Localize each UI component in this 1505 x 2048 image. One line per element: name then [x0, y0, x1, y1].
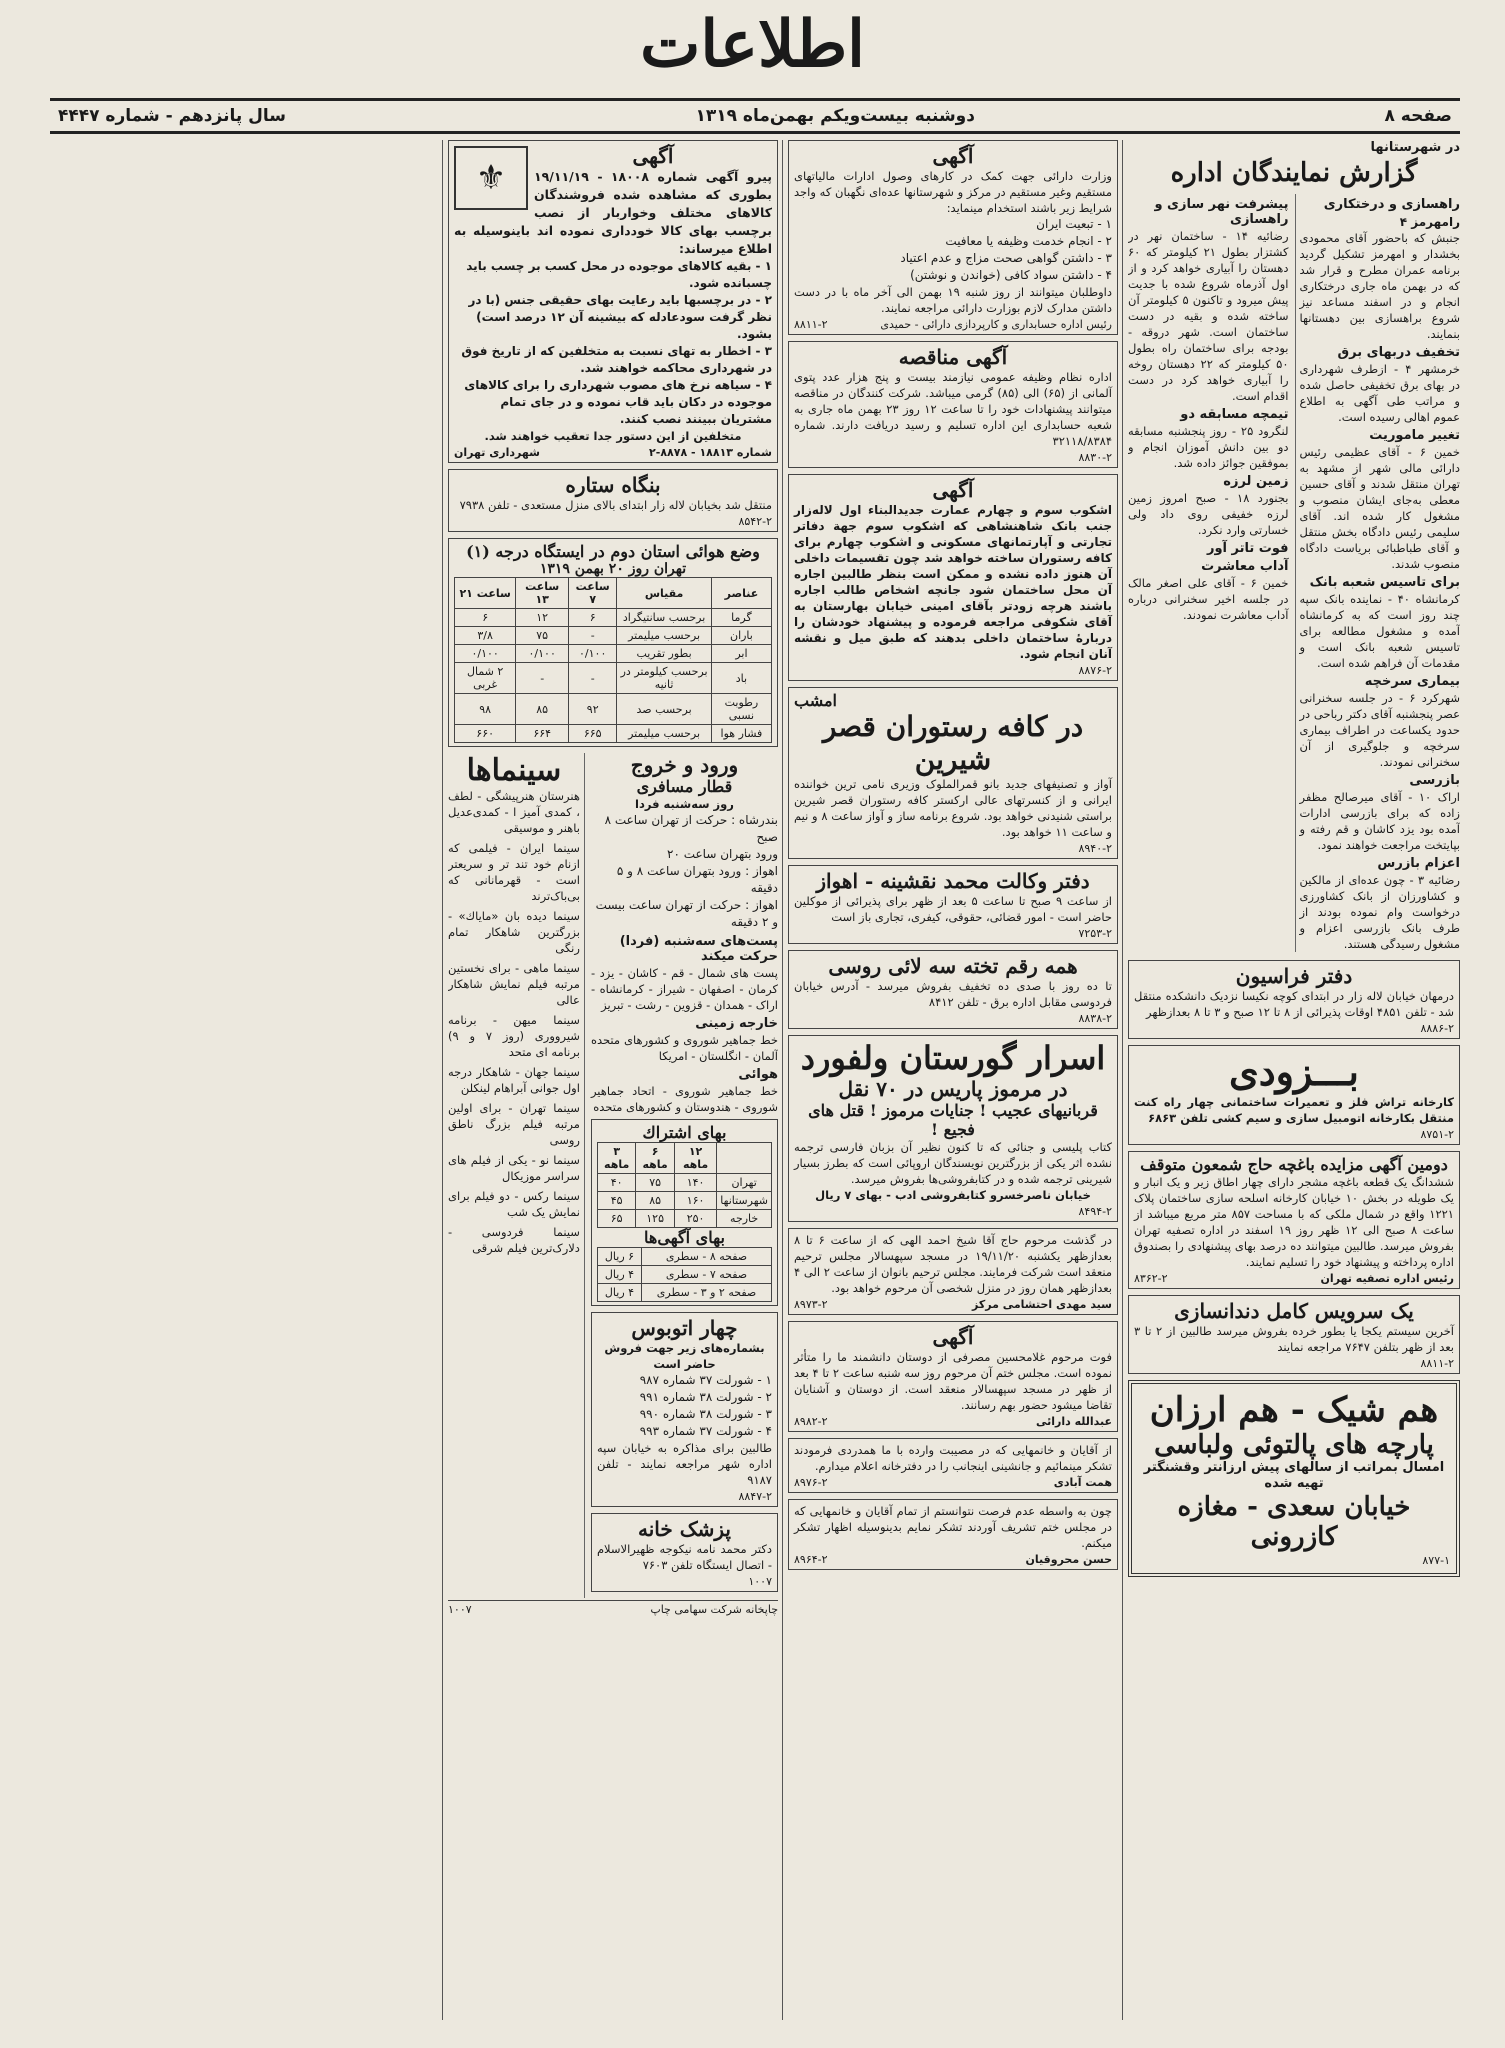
table-row: شهرستانها ۱۶۰ ۸۵ ۴۵	[597, 1192, 771, 1210]
masthead	[0, 0, 1505, 90]
ad-ref: ۸۹۸۲-۲	[794, 1415, 828, 1428]
news-body: خمین ۶ - آقای عظیمی رئیس دارائی مالی شهر از مشهد به تهران منتقل شدند و آقای حسین معطی به‌جای ایشان منصوب و مشغول کار شده اند. آقای سلیمی رئیس دادگاه بخش منتقل و آقای طباطبائی بریاست دادگاه منصوب شدند.	[1299, 445, 1460, 571]
ad-ref: ۱۰۰۷	[748, 1575, 772, 1588]
condition-item: ۲ - انجام خدمت وظیفه یا معافیت	[945, 234, 1112, 248]
news-title: پیشرفت نهر سازی و راهسازی	[1154, 197, 1289, 227]
news-body: خرمشهر ۴ - ازطرف شهرداری در بهای برق تخفیفی حاصل شده و مراتب طی آگهی به اطلاع عموم اهالی رسیده است.	[1299, 362, 1460, 424]
news-column-a	[1295, 194, 1461, 952]
ad-footer-note: متخلفین از این دستور جدا تعقیب خواهند شد.	[484, 429, 742, 443]
ad-body: چون به واسطه عدم فرصت نتوانستم از تمام آقایان و خانمهایی که در مجلس ختم تشریف آوردند تشکر نمایم بدینوسیله اظهار تشکر میکنم.	[794, 1504, 1112, 1550]
ad-title: پزشک خانه	[637, 1517, 731, 1541]
rule-item: ۳ - اخطار به تهای نسبت به متخلفین که از تاریخ فوق در شهرداری محاکمه خواهند شد.	[461, 344, 772, 375]
ad-ref: ۸۸۳۰-۲	[1078, 451, 1112, 464]
ad-title: همه رقم تخته سه لائی روسی	[828, 954, 1078, 978]
table-header: عناصر	[711, 578, 771, 609]
ad-body: داوطلبان میتوانند از روز شنبه ۱۹ بهمن الی آخر ماه با در دست داشتن مدارک لازم بوزارت دارائی مراجعه نمایند.	[794, 285, 1112, 315]
condition-item: ۴ - داشتن سواد کافی (خواندن و نوشتن)	[910, 268, 1112, 282]
ad-ref: ۸۸۸۶-۲	[1420, 1022, 1454, 1035]
bus-list	[597, 1372, 772, 1440]
ad-footer	[454, 446, 772, 459]
ad-title: چهار اتوبوس	[631, 1316, 738, 1340]
ad-footer	[794, 1553, 1112, 1566]
cinema-item: سینما ماهی - برای نخستین مرتبه فیلم نمایش شاهکار عالی	[448, 961, 580, 1007]
ad-body: کارخانه تراش فلز و تعمیرات ساختمانی چهار راه کنت منتقل بکارخانه اتومبیل سازی و سیم کشی تلفن ۶۸۶۳	[1134, 1095, 1454, 1125]
ad-ref: ۸۴۹۴-۲	[1078, 1205, 1112, 1218]
ad-body: وزارت دارائی جهت کمک در کارهای وصول ادارات مالیاتهای مستقیم وغیر مستقیم در مرکز و شهرستانها عده‌ای نگهبان که واجد شرایط زیر باشند استخدام مینماید:	[794, 169, 1112, 215]
news-body: خمین ۶ - آقای علی اصغر مالک در جلسه اخیر سخنرانی درباره آداب معاشرت نمودند.	[1128, 576, 1289, 622]
news-title: برای تاسیس شعبه بانک	[1309, 575, 1460, 590]
ad-tagline: قربانیهای عجیب ! جنایات مرموز ! قتل های فجیع !	[808, 1101, 1098, 1139]
ad-footer	[794, 1298, 1112, 1311]
ad-municipality	[448, 140, 778, 463]
news-body: کرمانشاه ۴۰ - نماینده بانک سپه چند روز است که به کرمانشاه آمده و مشغول مطالعه برای تاسیس شعبه بانک است و مقدمات آن فراهم شده است.	[1299, 592, 1460, 670]
rule-item: ۱ - بقیه کالاهای موجوده در محل کسب بر چسب باید چسبانده شود.	[466, 259, 772, 290]
mail-title: پست‌های سه‌شنبه (فردا) حرکت میکند	[619, 934, 778, 964]
cinema-item: سینما تهران - برای اولین مرتبه فیلم بزرگ ناطق روسی	[448, 1101, 580, 1147]
ad-ref: ۷۲۵۳-۲	[1078, 927, 1112, 940]
ad-signature: همت آبادی	[1053, 1476, 1112, 1489]
section-label: در شهرستانها	[1370, 140, 1460, 155]
ad-buses	[591, 1312, 778, 1507]
news-title: آداب معاشرت	[1201, 559, 1289, 574]
table-row: رطوبت نسبی برحسب صد ۹۲ ۸۵ ۹۸	[455, 694, 772, 725]
cinema-item: سینما میهن - برنامه شیرووری (روز ۷ و ۹) برنامه ای متحد	[448, 1013, 580, 1059]
newspaper-logo: اطلاعات	[640, 7, 865, 82]
printer-ref: ۱۰۰۷	[448, 1603, 472, 1616]
ad-body: اشکوب سوم و چهارم عمارت جدیدالبناء اول لاله‌زار جنب بانک شاهنشاهی که اشکوب سوم جهة دفاتر تجارتی و آپارتمانهای مسکونی و اشکوب چهارم برای کافه رستوران ساخته خواهد شد چون تقسیمات داخلی آن هنوز داده نشده و ممکن است بنظر طالبین اجاره آن محل ساختمان شود جانچه اشخاص طالب اجاره باشند هرچه زودتر بآقای امینی خیابان بهارستان به آقای شکوفی مراجعه فرموده و پیشنهاد خودشان را دربارهٔ ساختمان داخلی بدهند که طبق میل و نقشه آنان انجام شود.	[794, 503, 1112, 661]
schedule-item: اهواز : ورود بتهران ساعت ۸ و ۵ دقیقه	[616, 864, 778, 895]
ad-ref: ۸۹۶۴-۲	[794, 1553, 828, 1566]
ad-body: آواز و تصنیفهای جدید بانو قمرالملوک وزیری نامی ترین خواننده ایرانی و از کنسرتهای عالی ارکستر کافه رستوران قصر شیرین براستی شنیدنی خواهد بود. شروع برنامه ساز و آواز ساعت ۸ و نیم و ساعت ۱۱ خواهد بود.	[794, 777, 1112, 839]
cinema-item: سینما دیده بان «مایاك» - بزرگترین شاهکار تمام رنگی	[448, 909, 580, 955]
weather-table	[454, 577, 772, 743]
table-header-row: ۱۲ ماهه ۶ ماهه ۳ ماهه	[597, 1143, 771, 1174]
ad-tender	[788, 341, 1118, 468]
issue-number: سال پانزدهم - شماره ۴۴۴۷	[58, 106, 286, 126]
ad-finance-ministry	[788, 140, 1118, 335]
ad-office-moved	[1128, 960, 1460, 1039]
ad-ref: ۸۸۱۱-۲	[1420, 1357, 1454, 1370]
ad-ref: ۸۳۶۲-۲	[1134, 1272, 1168, 1285]
ad-prices-table	[597, 1247, 772, 1302]
ad-title: آگهی مناقصه	[898, 345, 1008, 369]
ad-title: یک سرویس کامل دندانسازی	[1174, 1299, 1414, 1323]
ad-address: خیابان ناصرخسرو کتابفروشی ادب - بهای ۷ ریال	[815, 1188, 1091, 1202]
ad-ref: ۸۸۱۱-۲	[794, 318, 828, 331]
table-row: تهران ۱۴۰ ۷۵ ۴۰	[597, 1174, 771, 1192]
cinema-item: سینما رکس - دو فیلم برای نمایش یک شب	[448, 1189, 580, 1219]
ad-prices-title: بهای آگهی‌ها	[644, 1228, 725, 1247]
ad-subtitle: در مرموز پاریس در ۷۰ نقل	[838, 1077, 1068, 1101]
ad-setareh-agency	[448, 469, 778, 532]
list-item: ۱ - شورلت ۳۷ شماره ۹۸۷	[639, 1373, 772, 1387]
ad-title: دفتر فراسیون	[1235, 964, 1353, 988]
ad-rules	[454, 258, 772, 428]
weather-title: وضع هوائی استان دوم در ایستگاه درجه (۱)	[466, 542, 760, 561]
cinema-column	[448, 753, 585, 1598]
table-row: صفحه ۲ و ۳ - سطری ۴ ریال	[597, 1284, 771, 1302]
ad-body: دکتر محمد نامه نیکوجه ظهیرالاسلام - اتصال ایستگاه تلفن ۷۶۰۳	[596, 1542, 772, 1572]
news-title: بازرسی	[1409, 773, 1460, 788]
news-title: تغییر ماموریت	[1369, 428, 1460, 443]
cinema-item: سینما فردوسی - دلارک‌ترین فیلم شرقی	[448, 1225, 580, 1255]
ad-subtitle: بشماره‌های زیر جهت فروش حاضر است	[604, 1341, 765, 1371]
ad-ref: ۸۸۴۷-۲	[738, 1490, 772, 1503]
train-title: قطار مسافری	[636, 777, 733, 796]
subs-table	[597, 1142, 772, 1228]
ad-conditions	[794, 216, 1112, 284]
news-title: تیمچه مسابقه دو	[1180, 407, 1289, 422]
air-mail-body: خط جماهیر شوروی - اتحاد جماهیر شوروی - هندوستان و کشورهای متحده	[590, 1084, 778, 1114]
ad-body: اداره نظام وظیفه عمومی نیازمند بیست و پنج هزار عدد پتوی آلمانی از (۶۵) الی (۸۵) گرمی میباشد. شرکت کنندگان در مناقصه میتوانند پیشنهادات خود را تا ساعت ۱۲ روز ۲۳ بهمن ماه جاری به شعبه حسابداری این اداره تسلیم و رسید دریافت دارند. شماره ۳۲۱۱۸/۸۳۸۴	[794, 370, 1112, 448]
cinema-item: سینما ایران - فیلمی که ازنام خود تند تر و سریعتر است - قهرمانانی که بی‌باک‌ترند	[448, 841, 580, 903]
ad-title: اسرار گورستان ولفورد	[800, 1039, 1106, 1077]
ad-thanks	[788, 1438, 1118, 1493]
list-item: ۴ - شورلت ۳۷ شماره ۹۹۳	[639, 1424, 772, 1438]
air-mail-title: هوائی	[738, 1067, 778, 1082]
news-dateline: رامهرمز ۴	[1399, 215, 1460, 229]
column-rule	[1122, 140, 1123, 2020]
subscription-prices	[591, 1119, 778, 1306]
ground-mail-title: خارجه زمینی	[695, 1016, 778, 1031]
schedule-item: اهواز : حرکت از تهران ساعت بیست و ۲ دقیقه	[595, 898, 778, 929]
printer-line	[448, 1600, 778, 1616]
ad-ref: ۸۷۷-۱	[1422, 1554, 1450, 1567]
ground-mail-body: خط جماهیر شوروی و کشورهای متحده آلمان - انگلستان - امریکا	[590, 1033, 778, 1063]
issue-date: دوشنبه بیست‌ویکم بهمن‌ماه ۱۳۱۹	[695, 106, 975, 126]
ad-footer	[794, 1415, 1112, 1428]
rule-item: ۴ - سیاهه نرخ های مصوب شهرداری را برای کالاهای موجوده در دکان باید قاب نموده و در جای تمام مشتریان ببینند نصب کنند.	[464, 378, 772, 426]
ad-body: از آقایان و خانمهایی که در مصیبت وارده با ما همدردی فرمودند تشکر مینمائیم و جانشینی اینجانب را در دفترخانه اعلام میدارم.	[794, 1443, 1112, 1473]
ad-ref: ۸۸۳۸-۲	[1078, 1012, 1112, 1025]
news-body: بجنورد ۱۸ - صبح امروز زمین لرزه خفیفی روی داد ولی خسارتی وارد نکرد.	[1128, 491, 1289, 537]
ad-dental	[1128, 1295, 1460, 1374]
table-row: صفحه ۷ - سطری ۴ ریال	[597, 1266, 771, 1284]
news-body: اراک ۱۰ - آقای میرصالح مظفر زاده که برای بازرسی ادارات آمده بود یزد کاشان و قم رفته و بپایتخت مراجعت خواهند نمود.	[1299, 790, 1460, 852]
column-rule	[442, 140, 443, 2020]
ad-footer	[794, 1476, 1112, 1489]
ad-title: در کافه رستوران قصر شیرین	[822, 710, 1084, 776]
ad-title: بنگاه ستاره	[565, 473, 661, 497]
column-municipal	[448, 140, 778, 2020]
column-provinces	[1128, 140, 1460, 2020]
ad-law-office	[788, 865, 1118, 944]
news-title: فوت تاتر آور	[1206, 541, 1289, 556]
news-title: تخفیف دربهای برق	[1337, 345, 1460, 360]
ad-ref: ۸۵۴۲-۲	[738, 515, 772, 528]
ad-body: طالبین برای مذاکره به خیابان سپه اداره شهر مراجعه نمایند - تلفن ۹۱۸۷	[596, 1441, 772, 1487]
table-header: ساعت ۱۳	[516, 578, 569, 609]
ad-building-rent	[788, 474, 1118, 681]
ad-label: امشب	[794, 691, 837, 710]
ad-signature: شهرداری تهران	[454, 446, 540, 459]
column-rule	[782, 140, 783, 2020]
page-number: صفحه ۸	[1384, 106, 1452, 126]
ad-address: خیابان سعدی - مغازه کازرونی	[1177, 1492, 1411, 1552]
ad-ref: ۸۹۷۶-۲	[794, 1476, 828, 1489]
table-header-row	[455, 578, 772, 609]
ad-ref: شماره ۱۸۸۱۳ - ۸۸۷۸-۲	[649, 446, 772, 459]
list-item: ۳ - شورلت ۳۸ شماره ۹۹۰	[639, 1407, 772, 1421]
schedule-item: بندرشاه : حرکت از تهران ساعت ۸ صبح	[604, 813, 778, 844]
ad-thanks-2	[788, 1499, 1118, 1570]
ad-body: ششدانگ یک قطعه باغچه مشجر دارای چهار اطاق زیر و یک انبار و یک طویله در بخش ۱۰ خیابان کارخانه اسلحه سازی ساختمان پلاک ۱۲۲۱ واقع در شمال ملکی که با مساحت ۸۵۷ متر مربع میباشد از ساعت ۸ صبح الی ۱۲ ظهر روز ۱۹ اسفند در اداره تصفیه تهران بفروش میرسد. طالبین میتوانند ده درصد بهای پیشنهادی را بصندوق اداره پرداخته و پیشنهاد خود را تسلیم نمایند.	[1134, 1175, 1454, 1269]
ad-title: آگهی	[932, 144, 974, 168]
news-title: اعزام بازرس	[1377, 856, 1460, 871]
ad-body: از ساعت ۹ صبح تا ساعت ۵ بعد از ظهر برای پذیرائی از موکلین حاضر است - امور قضائی، حقوقی، کیفری، تجاری باز است	[794, 894, 1112, 924]
ad-body: آخرین سیستم یکجا یا بطور خرده بفروش میرسد طالبین از ۲ تا ۳ بعد از ظهر بتلفن ۷۶۴۷ مراجعه نمایند	[1134, 1324, 1454, 1354]
condition-item: ۱ - تبعیت ایران	[1036, 217, 1112, 231]
two-col-news	[1128, 194, 1460, 952]
ad-cafe-concert	[788, 687, 1118, 859]
news-body: لنگرود ۲۵ - روز پنجشنبه مسابقه دو بین دانش آموزان انجام و بموفقین جوائز داده شد.	[1128, 424, 1289, 470]
dateline	[50, 98, 1460, 134]
weather-subtitle: تهران روز ۲۰ بهمن ۱۳۱۹	[539, 561, 687, 577]
ad-condolence	[788, 1228, 1118, 1315]
ad-title: دومین آگهی مزایده باغچه حاج شمعون متوقف	[1140, 1155, 1448, 1174]
ad-footer	[794, 318, 1112, 331]
table-header: ساعت ۲۱	[455, 578, 516, 609]
news-body: جنبش که باحضور آقای محمودی بخشدار و امهرمز تشکیل گردید برنامه عمران مطرح و قرار شد که در بهمن ماه جاری درختکاری انجام و در اسفند مساعد نیز شروع براهسازی بین دهستانها بنمایند.	[1299, 231, 1460, 341]
ad-doctor	[591, 1513, 778, 1592]
table-row: صفحه ۸ - سطری ۶ ریال	[597, 1248, 771, 1266]
ad-body: فوت مرحوم غلامحسین مصرفی از دوستان دانشمند ما را متأثر نموده است. مجلس ختم آن مرحوم روز سه شنبه ساعت ۲ تا ۴ بعد از ظهر در مسجد سپهسالار منعقد است. از دوستان و آشنایان تقاضا میشود حضور بهم رسانند.	[794, 1350, 1112, 1412]
news-title: بیماری سرخچه	[1364, 674, 1460, 689]
rule-item: ۲ - در برچسبها باید رعایت بهای حقیقی جنس (با در نظر گرفت سودعادله که بیشینه آن ۱۲ درصد است) بشود.	[468, 293, 772, 341]
ad-book	[788, 1035, 1118, 1222]
ad-ref: ۸۹۷۳-۲	[794, 1298, 828, 1311]
table-row: باد برحسب کیلومتر در ثانیه - - ۲ شمال غربی	[455, 663, 772, 694]
cinema-item: هنرستان هنرپیشگی - لطف ، کمدی آمیز ا - کمدی‌عدیل باهنر و موسیقی	[448, 789, 580, 835]
ad-auction	[1128, 1151, 1460, 1289]
ad-ref: ۸۹۴۰-۲	[1078, 842, 1112, 855]
ad-signature: رئیس اداره حسابداری و کارپردازی دارائی - حمیدی	[880, 318, 1112, 331]
ad-signature: عبدالله دارائی	[1035, 1415, 1112, 1428]
table-header: ساعت ۷	[569, 578, 617, 609]
ad-fabric-shop	[1128, 1380, 1460, 1577]
ad-body: امسال بمراتب از سالهای پیش ارزانتر وقشنگتر تهیه شده	[1143, 1460, 1445, 1491]
ad-title: آگهی	[932, 1325, 974, 1349]
table-row: خارجه ۲۵۰ ۱۲۵ ۶۵	[597, 1210, 771, 1228]
ad-title: آگهی	[632, 144, 674, 168]
list-item: ۲ - شورلت ۳۸ شماره ۹۹۱	[639, 1390, 772, 1404]
news-title: راهسازی و درختکاری	[1323, 197, 1460, 212]
ad-signature: حسن محروقیان	[1025, 1553, 1112, 1566]
municipality-emblem-icon: ⚜	[454, 146, 528, 210]
news-title: زمین لرزه	[1223, 474, 1289, 489]
ad-title: هم شیک - هم ارزان	[1149, 1390, 1439, 1430]
train-schedule	[591, 812, 778, 931]
column-ads-center	[788, 140, 1118, 2020]
table-header: مقیاس	[617, 578, 712, 609]
bottom-split	[448, 753, 778, 1598]
cinema-item: سینما جهان - شاهکار درجه اول جوانی آبراهام لینکلن	[448, 1065, 580, 1095]
ad-subtitle: پارچه های پالتوئی ولباسی	[1154, 1430, 1434, 1460]
ad-footer	[1134, 1272, 1454, 1285]
subs-title: بهای اشتراك	[642, 1123, 727, 1142]
table-row: باران برحسب میلیمتر - ۷۵ ۳/۸	[455, 627, 772, 645]
table-row: ابر بطور تقریب ۰/۱۰۰ ۰/۱۰۰ ۰/۱۰۰	[455, 645, 772, 663]
news-column-b	[1128, 194, 1289, 952]
ad-body: در گذشت مرحوم حاج آقا شیخ احمد الهی که از ساعت ۶ تا ۸ بعدازظهر یکشنبه ۱۹/۱۱/۲۰ در مسجد سپهسالار مجلس ترحیم منعقد است شرکت فرمایند. مجلس ترحیم بانوان از ساعت ۲ الی ۴ بعدازظهر همان روز در منزل شخصی آن مرحوم خواهد بود.	[793, 1233, 1112, 1295]
ad-body: پیرو آگهی شماره ۱۸۰۰۸ - ۱۹/۱۱/۱۹ بطوری که مشاهده شده فروشندگان کالاهای مختلف وخواربار از نصب برچسب بهای کالا خودداری نموده اند باینوسیله به اطلاع میرساند:	[454, 169, 772, 256]
ad-body: درمهان خیابان لاله زار در ابتدای کوچه نکیسا نزدیک دانشکده منتقل شد - تلفن ۴۸۵۱ اوقات پذیرائی از ۸ تا ۱۲ صبح و ۳ تا ۸ بعدازظهر	[1134, 989, 1454, 1019]
cinema-item: سینما نو - یکی از فیلم های سراسر موزیکال	[448, 1153, 580, 1183]
section-headline: گزارش نمایندگان اداره	[1170, 158, 1418, 188]
ad-signature: رئیس اداره تصفیه تهران	[1320, 1272, 1454, 1285]
train-date: روز سه‌شنبه فردا	[635, 797, 734, 811]
ad-title: دفتر وکالت محمد نقشینه - اهواز	[816, 869, 1090, 893]
ad-title: آگهی	[932, 478, 974, 502]
news-body: شهرکرد ۶ - در جلسه سخنرانی عصر پنجشنبه آقای دکتر رباحی در حدود یکساعت در اطراف بیماری سرخچه و جلوگیری از آن سخنرانی نمودند.	[1299, 691, 1460, 769]
news-body: رضائیه ۱۴ - ساختمان نهر در کشتزار بطول ۲۱ کیلومتر که ۶۰ دهستان را آبیاری خواهد کرد و از اول آذرماه شروع شده با جدیت پیش میرود و تاکنون ۵ کیلومتر آن ساخته شده و بقیه در دست ساختمان است. شهر دروقه - بودجه برای ساختمان راه بطول ۵۰ کیلومتر که ۲۲ دهستان روخه را آبیاری خواهد کرد در دست اقدام است.	[1128, 229, 1289, 403]
schedule-item: ورود بتهران ساعت ۲۰	[667, 847, 778, 861]
cinema-title: سینماها	[466, 753, 562, 788]
ad-ref: ۸۷۵۱-۲	[1420, 1128, 1454, 1141]
ad-title: بـــزودی	[1229, 1049, 1359, 1094]
printer-name: چاپخانه شرکت سهامی چاپ	[650, 1603, 778, 1616]
ad-ref: ۸۸۷۶-۲	[1078, 664, 1112, 677]
condition-item: ۳ - داشتن گواهی صحت مزاج و عدم اعتیاد	[900, 251, 1112, 265]
table-row: گرما برحسب سانتیگراد ۶ ۱۲ ۶	[455, 609, 772, 627]
ad-body: تا ده روز با صدی ده تخفیف بفروش میرسد - آدرس خیابان فردوسی مقابل اداره برق - تلفن ۸۴۱۲	[794, 979, 1112, 1009]
ad-plywood	[788, 950, 1118, 1029]
ad-memorial	[788, 1321, 1118, 1432]
weather-report	[448, 538, 778, 747]
mail-body: پست های شمال - قم - کاشان - یزد - کرمان - اصفهان - شیراز - کرمانشاه - اراک - همدان - قزوین - رشت - تبریز	[590, 966, 778, 1012]
news-body: رضائیه ۳ - چون عده‌ای از مالکین و کشاورزان از بانک کشاورزی درخواست وام نموده بودند از طرف بانک بازرسی اعزام و مشغول رسیدگی هستند.	[1299, 873, 1460, 951]
travel-column	[591, 753, 778, 1598]
travel-title: ورود و خروج	[630, 753, 739, 777]
ad-body: منتقل شد بخیابان لاله زار ابتدای بالای منزل مستعدی - تلفن ۷۹۳۸	[459, 498, 772, 512]
ad-coming-soon	[1128, 1045, 1460, 1145]
table-row: فشار هوا برحسب میلیمتر ۶۶۵ ۶۶۴ ۶۶۰	[455, 725, 772, 743]
ad-body: کتاب پلیسی و جنائی که تا کنون نظیر آن بزبان فارسی ترجمه نشده اثر یکی از بزرگترین نویسندگان اروپائی است که بطرز بسیار شیرینی ترجمه شده و در کتابفروشی‌ها بفروش میرسد.	[794, 1140, 1112, 1186]
ad-signature: سید مهدی احتشامی مرکز	[971, 1298, 1112, 1311]
